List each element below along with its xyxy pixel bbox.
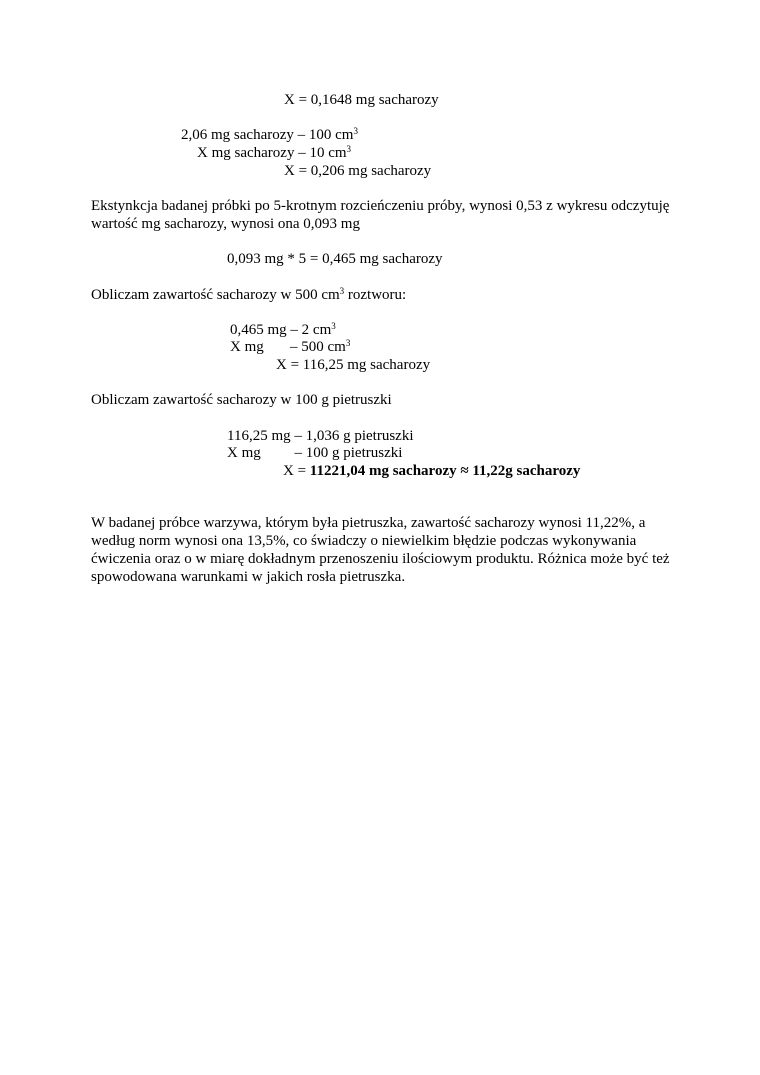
calc3-line2-text: X mg – 500 cm <box>230 339 346 355</box>
para1: Ekstynkcja badanej próbki po 5-krotnym rozcieńczeniu próby, wynosi 0,53 z wykresu odczytuję wartość mg sacharozy, wynosi ona 0,093 mg <box>91 198 670 232</box>
calc3-line1-sup: 3 <box>331 321 336 331</box>
calc1-line2-sup: 3 <box>346 144 352 154</box>
calc4-line3-bold: 11221,04 mg sacharozy ≈ 11,22g sacharozy <box>309 463 581 479</box>
calc1-line1 <box>181 126 358 144</box>
conclusion: W badanej próbce warzywa, którym była pietruszka, zawartość sacharozy wynosi 11,22%, a według norm wynosi ona 13,5%, co świadczy o niewielkim błędzie podczas wykonywania ćwiczenia oraz o w miarę dokładnym przenoszeniu ilościowym produktu. Różnica może być też spowodowana warunkami w jakich rosła pietruszka. <box>91 515 670 585</box>
calc3-line1-text: 0,465 mg – 2 cm <box>230 322 332 338</box>
calc4-line2: X mg – 100 g pietruszki <box>227 445 403 461</box>
calc3-line3: X = 116,25 mg sacharozy <box>276 357 431 373</box>
calc4-line3 <box>283 462 580 480</box>
calc1-line1-text: 2,06 mg sacharozy – 100 cm <box>181 127 354 143</box>
calc3-line1 <box>230 321 336 339</box>
calc2-line: 0,093 mg * 5 = 0,465 mg sacharozy <box>227 251 443 267</box>
calc4-line1: 116,25 mg – 1,036 g pietruszki <box>227 428 414 444</box>
calc1-line1-sup: 3 <box>353 126 358 136</box>
calc3-line2-sup: 3 <box>345 338 351 348</box>
calc1-line2 <box>197 144 351 162</box>
heading1 <box>91 286 406 304</box>
calc4-line3-prefix: X = <box>283 463 310 479</box>
calc3-line2 <box>230 338 350 356</box>
heading1-text-before: Obliczam zawartość sacharozy w 500 cm <box>91 287 340 303</box>
calc1-line2-text: X mg sacharozy – 10 cm <box>197 145 347 161</box>
heading1-text-after: roztworu: <box>344 287 407 303</box>
calc1-result: X = 0,1648 mg sacharozy <box>284 92 439 108</box>
calc1-line3: X = 0,206 mg sacharozy <box>284 163 432 179</box>
heading1-sup: 3 <box>339 286 345 296</box>
heading2: Obliczam zawartość sacharozy w 100 g pietruszki <box>91 392 392 408</box>
